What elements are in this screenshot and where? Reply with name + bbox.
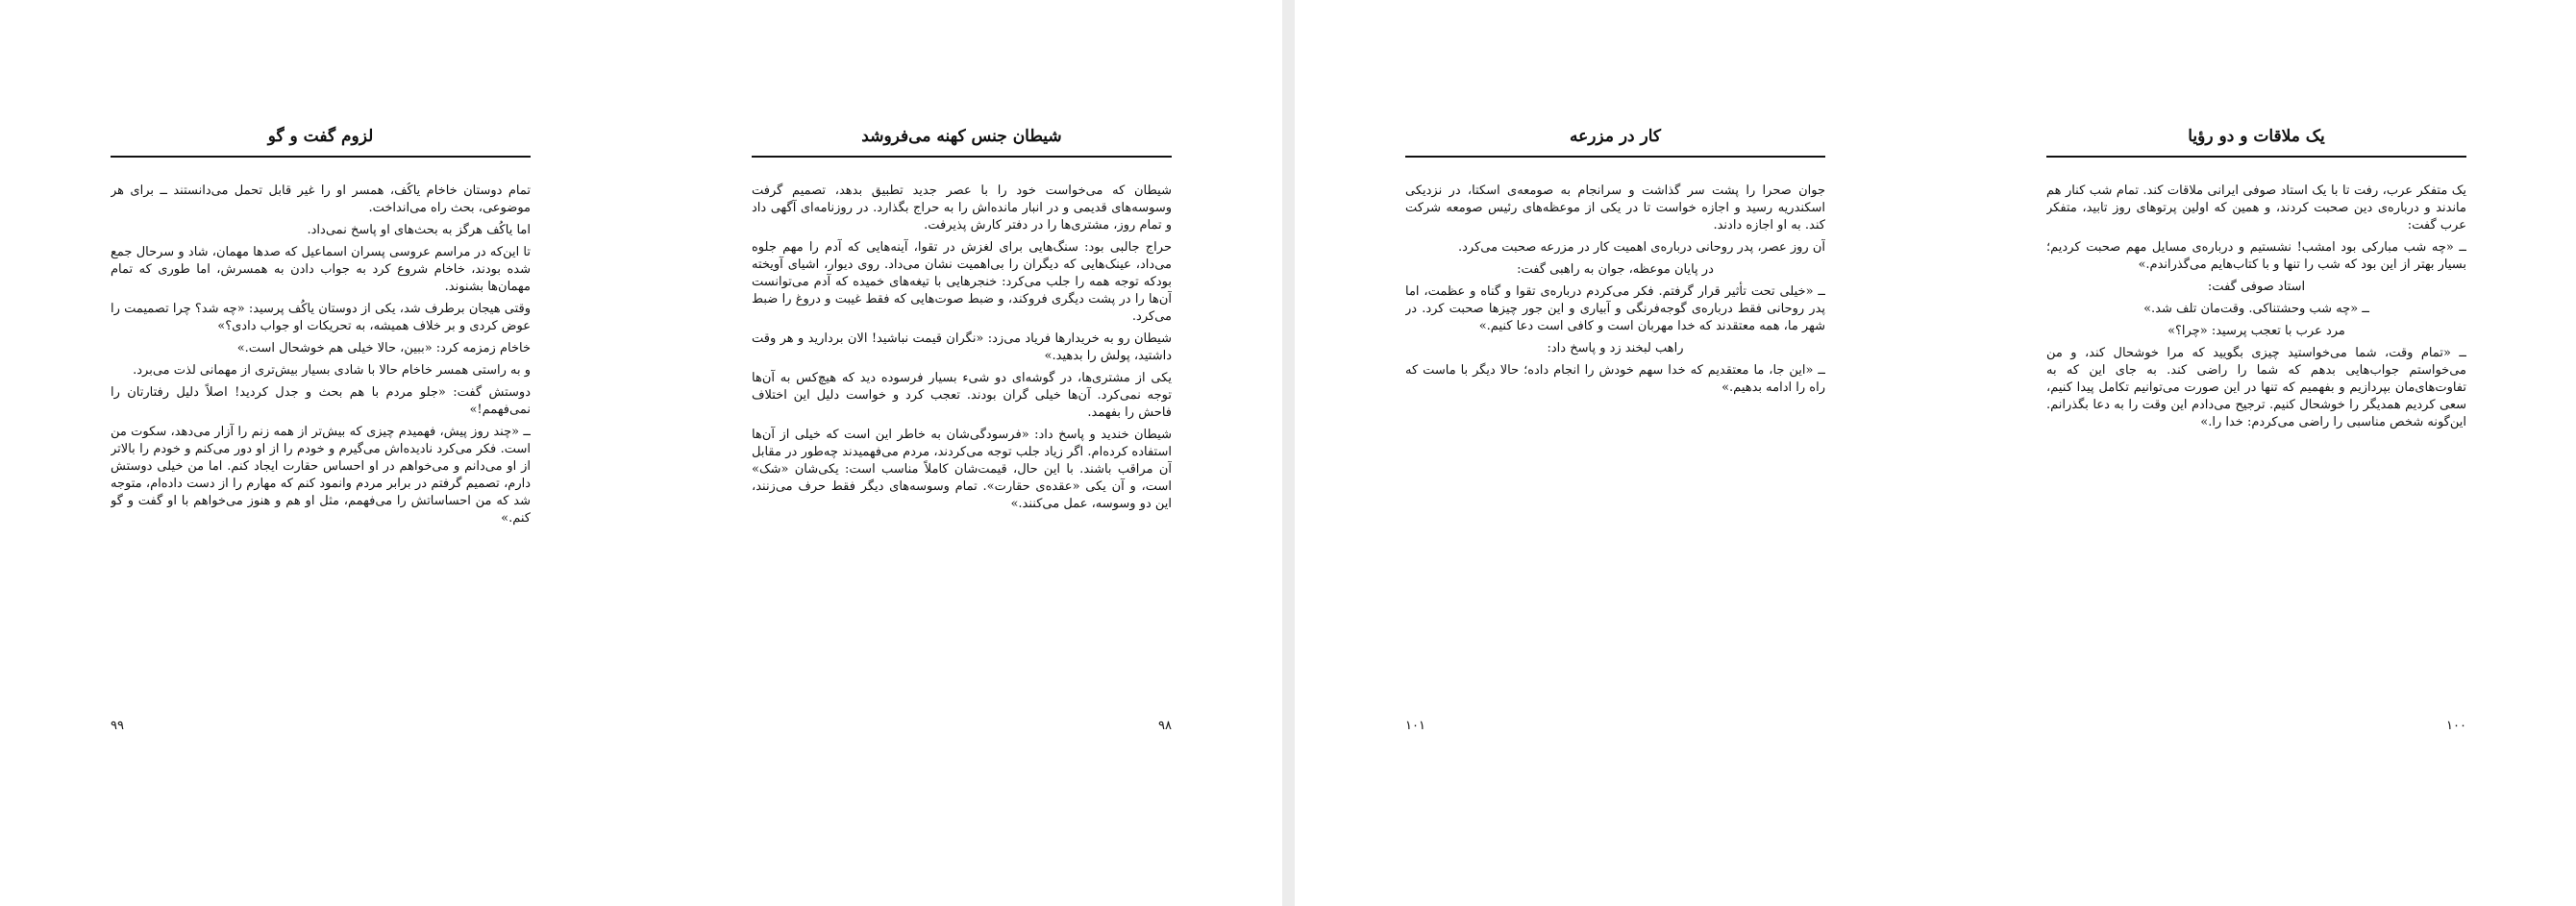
paragraph: و به راستی همسر خاخام حالا با شادی بسیار بیش‌تری از مهمانی لذت می‌برد. xyxy=(133,363,531,378)
left-spread xyxy=(0,0,1282,906)
page-title: کار در مزرعه xyxy=(1405,117,1825,158)
page-number: ۱۰۰ xyxy=(2446,719,2466,733)
page-body xyxy=(2046,183,2466,721)
page-body xyxy=(111,183,531,721)
paragraph: ــ «چه شب وحشتناکی. وقت‌مان تلف شد.» xyxy=(2143,302,2369,316)
page-101 xyxy=(1295,0,1936,906)
paragraph: شیطان که می‌خواست خود را با عصر جدید تطبیق بدهد، تصمیم گرفت وسوسه‌های قدیمی و در انبار مانده‌اش را به حراج بگذارد. در روزنامه‌ای آگهی داد و تمام روز، مشتری‌ها را در دفتر کارش پذیرفت. xyxy=(752,184,1172,233)
right-spread xyxy=(1295,0,2576,906)
paragraph: ــ «این جا، ما معتقدیم که خدا سهم خودش را انجام داده؛ حالا دیگر با ماست که راه را ادامه بدهیم.» xyxy=(1405,363,1825,395)
page-100 xyxy=(1936,0,2576,906)
paragraph: ــ «چند روز پیش، فهمیدم چیزی که بیش‌تر از همه زنم را آزار می‌دهد، سکوت من است. فکر می‌کرد نادیده‌اش می‌گیرم و خودم را از او دور می‌کنم و خودم را بالاتر از او می‌دانم و می‌خواهم در او احساس حقارت ایجاد کنم. اما من خیلی دوستش دارم، تصمیم گرفتم در برابر مردم وانمود کنم که مهارم را از دست داده‌ام، متوجه شد که من احساساتش را می‌فهمم، مثل او هم و هنوز می‌خواهم با او گفت و گو کنم.» xyxy=(111,425,531,526)
paragraph: ــ «خیلی تحت تأثیر قرار گرفتم. فکر می‌کردم درباره‌ی تقوا و گناه و عظمت، اما پدر روحانی فقط درباره‌ی گوجه‌فرنگی و آبیاری و این جور چیزها صحبت کرد. در شهر ما، همه معتقدند که خدا مهربان است و کافی است دعا کنیم.» xyxy=(1405,284,1825,333)
paragraph: دوستش گفت: «جلو مردم با هم بحث و جدل کردید! اصلاً دلیل رفتارتان را نمی‌فهمم!» xyxy=(111,385,531,417)
page-title: لزوم گفت و گو xyxy=(111,117,531,158)
page-number: ۱۰۱ xyxy=(1405,719,1425,733)
paragraph: راهب لبخند زد و پاسخ داد: xyxy=(1547,341,1684,355)
paragraph: جوان صحرا را پشت سر گذاشت و سرانجام به صومعه‌ی اسکتا، در نزدیکی اسکندریه رسید و اجازه خواست تا در یکی از موعظه‌های رئیس صومعه شرکت کند. به او اجازه دادند. xyxy=(1405,184,1825,233)
paragraph: حراج جالبی بود: سنگ‌هایی برای لغزش در تقوا، آینه‌هایی که آدم را مهم جلوه می‌داد، عینک‌هایی که دیگران را بی‌اهمیت نشان می‌داد. روی دیوار، اشیای آویخته بودکه توجه همه را جلب می‌کرد: خنجرهایی با تیغه‌های خمیده که آدم می‌توانست آن‌ها را در پشت دیگری فروکند، و ضبط صوت‌هایی که فقط غیبت و دروغ را ضبط می‌کرد. xyxy=(752,240,1172,324)
page-title: یک ملاقات و دو رؤیا xyxy=(2046,117,2466,158)
paragraph: یک متفکر عرب، رفت تا با یک استاد صوفی ایرانی ملاقات کند. تمام شب کنار هم ماندند و درباره‌ی دین صحبت کردند، و همین که اولین پرتوهای روز تابید، متفکر عرب گفت: xyxy=(2046,184,2466,233)
page-99 xyxy=(0,0,641,906)
page-98 xyxy=(641,0,1282,906)
paragraph: شیطان خندید و پاسخ داد: «فرسودگی‌شان به خاطر این است که خیلی از آن‌ها استفاده کرده‌ام. اگر زیاد جلب توجه می‌کردند، مردم می‌فهمیدند چه‌طور در مقابل آن مراقب باشند. با این حال، قیمت‌شان کاملاً مناسب است: یکی‌شان «شک» است، و آن یکی «عقده‌ی حقارت». تمام وسوسه‌های دیگر فقط حرف می‌زنند، این دو وسوسه، عمل می‌کنند.» xyxy=(752,428,1172,511)
paragraph: وقتی هیجان برطرف شد، یکی از دوستان یاکُف پرسید: «چه شد؟ چرا تصمیمت را عوض کردی و بر خلاف همیشه، به تحریکات او جواب دادی؟» xyxy=(111,302,531,333)
page-title: شیطان جنس کهنه می‌فروشد xyxy=(752,117,1172,158)
page-number: ۹۸ xyxy=(1158,719,1172,733)
paragraph: شیطان رو به خریدارها فریاد می‌زد: «نگران قیمت نباشید! الان بردارید و هر وقت داشتید، پولش را بدهید.» xyxy=(752,331,1172,363)
paragraph: در پایان موعظه، جوان به راهبی گفت: xyxy=(1517,262,1714,277)
paragraph: خاخام زمزمه کرد: «ببین، حالا خیلی هم خوشحال است.» xyxy=(236,341,531,355)
paragraph: مرد عرب با تعجب پرسید: «چرا؟» xyxy=(2167,324,2345,338)
paragraph: آن روز عصر، پدر روحانی درباره‌ی اهمیت کار در مزرعه صحبت می‌کرد. xyxy=(1458,240,1825,255)
page-body xyxy=(752,183,1172,721)
page-number: ۹۹ xyxy=(111,719,124,733)
page-body xyxy=(1405,183,1825,721)
paragraph: ــ «تمام وقت، شما می‌خواستید چیزی بگویید که مرا خوشحال کند، و من می‌خواستم جواب‌هایی بدهم که شما را راضی کند. به جای این که به تفاوت‌های‌مان بپردازیم و بفهمیم که تنها در این صورت می‌توانیم تکامل پیدا کنیم، سعی کردیم همدیگر را خوشحال کنیم. ترجیح می‌دادم این وقت را به دعا بگذرانم. این‌گونه شخص مناسبی را راضی می‌کردم: خدا را.» xyxy=(2046,346,2466,429)
paragraph: اما یاکُف هرگز به بحث‌های او پاسخ نمی‌داد. xyxy=(307,223,531,237)
paragraph: تا این‌که در مراسم عروسی پسران اسماعیل که صدها مهمان، شاد و سرحال جمع شده بودند، خاخام شروع کرد به جواب دادن به همسرش، اما طوری که تمام مهمان‌ها بشنوند. xyxy=(111,245,531,294)
paragraph: ــ «چه شب مبارکی بود امشب! نشستیم و درباره‌ی مسایل مهم صحبت کردیم؛ بسیار بهتر از این بود که شب را تنها و با کتاب‌هایم می‌گذراندم.» xyxy=(2046,240,2466,272)
paragraph: تمام دوستان خاخام یاکُف، همسر او را غیر قابل تحمل می‌دانستند ــ برای هر موضوعی، بحث راه می‌انداخت. xyxy=(111,184,531,215)
paragraph: استاد صوفی گفت: xyxy=(2207,280,2306,294)
paragraph: یکی از مشتری‌ها، در گوشه‌ای دو شیء بسیار فرسوده دید که هیچ‌کس به آن‌ها توجه نمی‌کرد. آن‌ها خیلی گران بودند. تعجب کرد و خواست دلیل این اختلاف فاحش را بفهمد. xyxy=(752,371,1172,420)
